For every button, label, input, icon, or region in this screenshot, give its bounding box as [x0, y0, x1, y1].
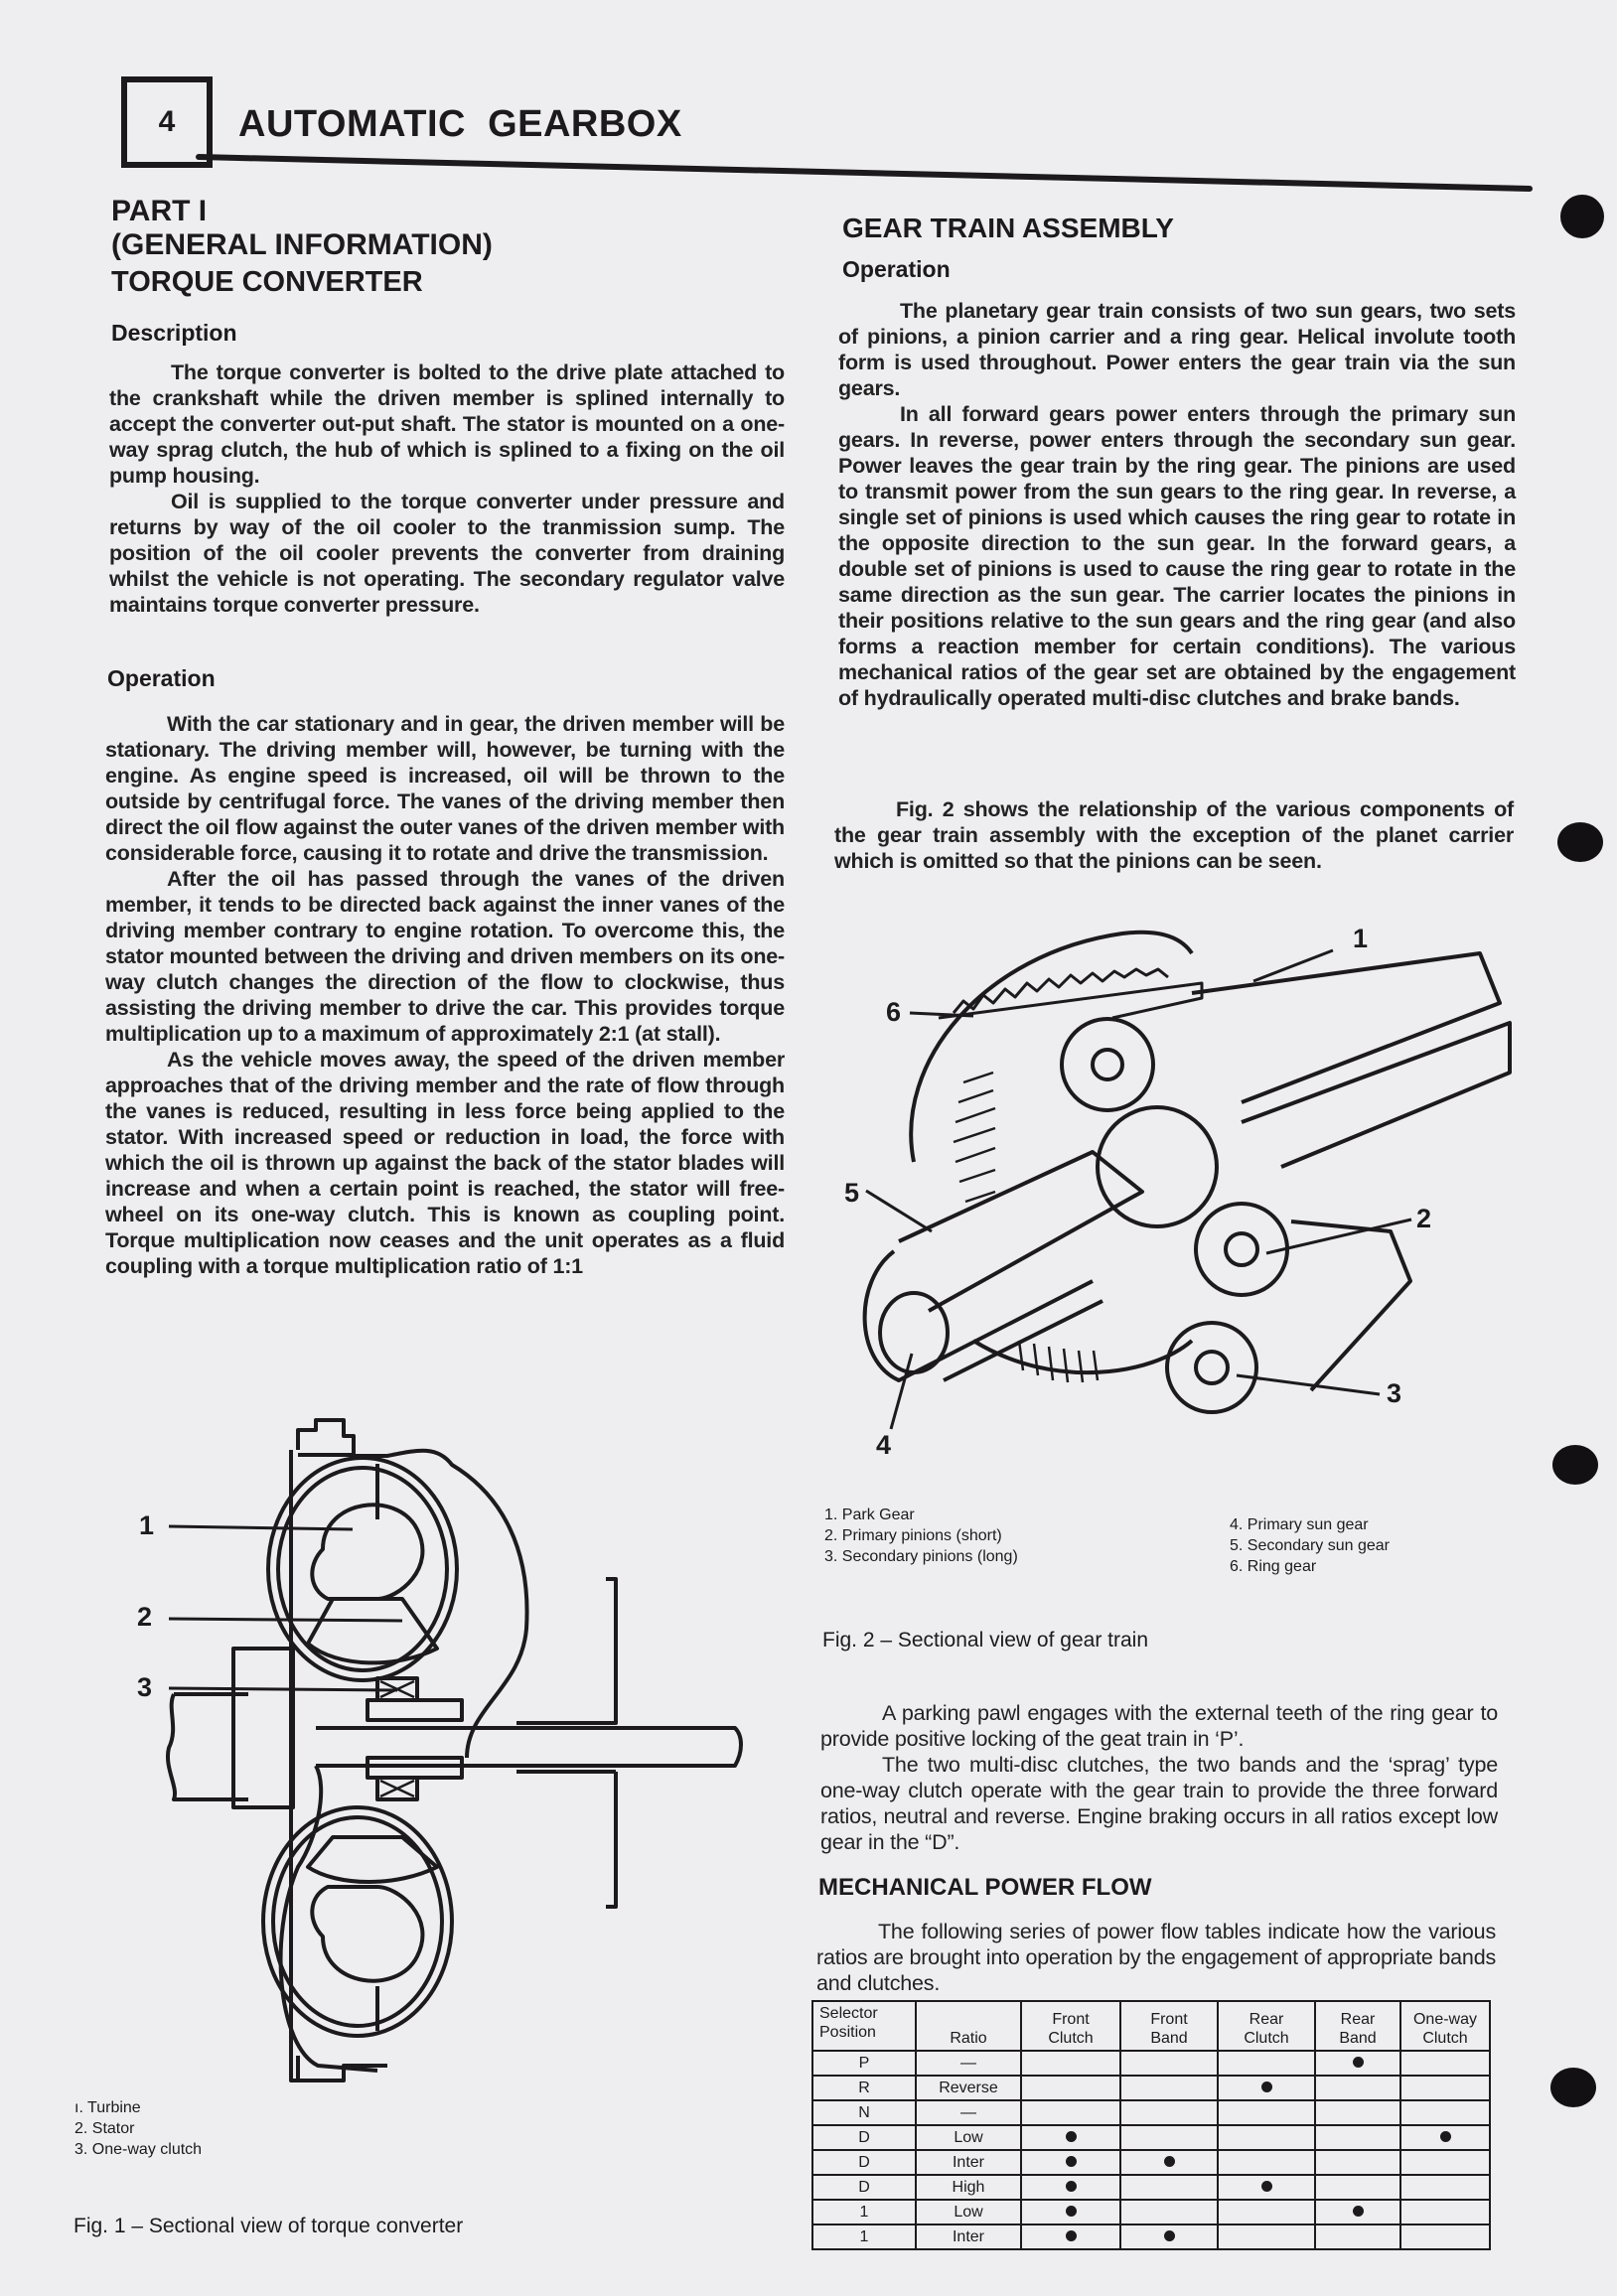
engaged-dot-icon	[1066, 2181, 1077, 2192]
table-row	[812, 2200, 1490, 2224]
engagement-cell	[1021, 2224, 1120, 2249]
engagement-cell	[1315, 2051, 1400, 2076]
ratio-cell: Inter	[916, 2224, 1021, 2249]
engagement-cell	[1315, 2125, 1400, 2150]
engagement-cell	[1315, 2100, 1400, 2125]
paragraph: The following series of power flow tables indicate how the various ratios are brought into operation by the engagement of appropriate bands and clutches.	[816, 1920, 1496, 1995]
engaged-dot-icon	[1353, 2206, 1364, 2217]
ratio-cell: Inter	[916, 2150, 1021, 2175]
engagement-cell	[1218, 2175, 1315, 2200]
fig1-callout-3: 3	[137, 1672, 153, 1702]
ratio-cell: High	[916, 2175, 1021, 2200]
engagement-cell	[1400, 2200, 1490, 2224]
engagement-cell	[1021, 2200, 1120, 2224]
fig2-legend-right	[1230, 1514, 1390, 1577]
table-row	[812, 2125, 1490, 2150]
table-header-cell: Ratio	[916, 2001, 1021, 2051]
power-flow-title: MECHANICAL POWER FLOW	[818, 1874, 1152, 1901]
engagement-cell	[1400, 2076, 1490, 2100]
ratio-cell: Low	[916, 2125, 1021, 2150]
paragraph: The planetary gear train consists of two sun gears, two sets of pinions, a pinion carrier and a ring gear. Helical involute tooth form is used throughout. Power enters the gear train via the sun gears.	[838, 299, 1516, 400]
engagement-cell	[1315, 2175, 1400, 2200]
engagement-cell	[1021, 2175, 1120, 2200]
engagement-cell	[1400, 2100, 1490, 2125]
engagement-cell	[1021, 2076, 1120, 2100]
table-row	[812, 2076, 1490, 2100]
engagement-cell	[1400, 2051, 1490, 2076]
fig2-callout-5: 5	[844, 1178, 860, 1208]
engagement-cell	[1120, 2125, 1218, 2150]
engagement-cell	[1315, 2150, 1400, 2175]
engagement-cell	[1315, 2224, 1400, 2249]
power-flow-intro	[816, 1919, 1496, 1996]
engaged-dot-icon	[1440, 2131, 1451, 2142]
selector-position-cell: D	[812, 2125, 916, 2150]
power-flow-table	[811, 2000, 1491, 2250]
fig2-callout-3: 3	[1387, 1378, 1402, 1408]
parking-text	[820, 1700, 1498, 1855]
selector-position-cell: D	[812, 2150, 916, 2175]
ratio-cell: —	[916, 2100, 1021, 2125]
fig1-callout-1: 1	[139, 1510, 155, 1540]
chapter-title: AUTOMATIC GEARBOX	[238, 103, 682, 145]
paragraph: Fig. 2 shows the relationship of the various components of the gear train assembly with the exception of the planet carrier which is omitted so that the pinions can be seen.	[834, 797, 1514, 873]
fig2-callout-4: 4	[876, 1430, 892, 1460]
operation-heading-right: Operation	[842, 256, 951, 282]
table-header-cell: Front Band	[1120, 2001, 1218, 2051]
fig2-legend-left	[824, 1505, 1018, 1567]
engagement-cell	[1120, 2076, 1218, 2100]
fig1-caption: Fig. 1 – Sectional view of torque converter	[74, 2215, 464, 2237]
table-header-cell: Selector Position	[812, 2001, 916, 2051]
legend-item: 6. Ring gear	[1230, 1558, 1317, 1575]
engagement-cell	[1400, 2125, 1490, 2150]
selector-position-cell: R	[812, 2076, 916, 2100]
paragraph: The torque converter is bolted to the drive plate attached to the crankshaft while the driven member is splined internally to accept the converter out-put shaft. The stator is mounted on a one-way sprag clutch, the hub of which is splined to a fixing on the oil pump housing.	[109, 360, 785, 488]
fig2-callout-1: 1	[1353, 924, 1369, 953]
section-title-gear-train: GEAR TRAIN ASSEMBLY	[842, 213, 1174, 243]
engagement-cell	[1120, 2200, 1218, 2224]
engaged-dot-icon	[1261, 2081, 1272, 2092]
table-row	[812, 2150, 1490, 2175]
table-header-cell: One-way Clutch	[1400, 2001, 1490, 2051]
chapter-number: 4	[158, 105, 176, 138]
part-subtitle: (GENERAL INFORMATION)	[111, 228, 493, 261]
paragraph: After the oil has passed through the vanes of the driven member, it tends to be directed back against the inner vanes of the driving member contrary to engine rotation. To overcome this, the stator mounted between the driving and driven members on its one-way clutch changes the direction of the flow to clockwise, thus assisting the driving member to drive the car. This provides torque multiplication up to a maximum of approximately 2:1 (at stall).	[105, 867, 785, 1046]
engagement-cell	[1021, 2125, 1120, 2150]
paragraph: Oil is supplied to the torque converter under pressure and returns by way of the oil cooler to the tranmission sump. The position of the oil cooler prevents the converter from draining whilst the vehicle is not operating. The secondary regulator valve maintains torque converter pressure.	[109, 490, 785, 617]
fig2-callout-6: 6	[886, 997, 902, 1027]
engagement-cell	[1218, 2224, 1315, 2249]
legend-item: ı. Turbine	[74, 2099, 141, 2116]
ratio-cell: Low	[916, 2200, 1021, 2224]
engagement-cell	[1218, 2200, 1315, 2224]
ratio-cell: —	[916, 2051, 1021, 2076]
table-row	[812, 2051, 1490, 2076]
engagement-cell	[1218, 2150, 1315, 2175]
table-header-row	[812, 2001, 1490, 2051]
section-title-torque-converter: TORQUE CONVERTER	[111, 266, 423, 298]
engaged-dot-icon	[1066, 2156, 1077, 2167]
fig1-callout-2: 2	[137, 1602, 153, 1632]
part-title: PART I	[111, 195, 208, 227]
engagement-cell	[1120, 2100, 1218, 2125]
fig2-caption: Fig. 2 – Sectional view of gear train	[822, 1629, 1149, 1651]
engagement-cell	[1120, 2150, 1218, 2175]
paragraph: The two multi-disc clutches, the two bands and the ‘sprag’ type one-way clutch operate with the gear train to provide the three forward ratios, neutral and reverse. Engine braking occurs in all ratios except low gear in the “D”.	[820, 1753, 1498, 1854]
legend-item: 4. Primary sun gear	[1230, 1516, 1369, 1533]
engagement-cell	[1021, 2150, 1120, 2175]
selector-position-cell: N	[812, 2100, 916, 2125]
fig2-callout-2: 2	[1416, 1204, 1432, 1233]
engagement-cell	[1218, 2051, 1315, 2076]
selector-position-cell: P	[812, 2051, 916, 2076]
legend-item: 1. Park Gear	[824, 1507, 915, 1523]
engaged-dot-icon	[1066, 2131, 1077, 2142]
engagement-cell	[1021, 2051, 1120, 2076]
selector-position-cell: D	[812, 2175, 916, 2200]
engagement-cell	[1315, 2200, 1400, 2224]
table-row	[812, 2175, 1490, 2200]
paragraph: A parking pawl engages with the external teeth of the ring gear to provide positive locking of the geat train in ‘P’.	[820, 1701, 1498, 1751]
engaged-dot-icon	[1164, 2156, 1175, 2167]
table-header-cell: Rear Band	[1315, 2001, 1400, 2051]
selector-position-cell: 1	[812, 2200, 916, 2224]
engagement-cell	[1218, 2125, 1315, 2150]
engagement-cell	[1400, 2150, 1490, 2175]
power-flow-table-wrap	[811, 2000, 1491, 2250]
engaged-dot-icon	[1261, 2181, 1272, 2192]
selector-position-cell: 1	[812, 2224, 916, 2249]
engagement-cell	[1400, 2175, 1490, 2200]
engaged-dot-icon	[1066, 2206, 1077, 2217]
engagement-cell	[1120, 2175, 1218, 2200]
engagement-cell	[1120, 2224, 1218, 2249]
table-header-cell: Rear Clutch	[1218, 2001, 1315, 2051]
table-header-cell: Front Clutch	[1021, 2001, 1120, 2051]
engagement-cell	[1120, 2051, 1218, 2076]
engagement-cell	[1218, 2100, 1315, 2125]
legend-item: 3. Secondary pinions (long)	[824, 1548, 1018, 1565]
legend-item: 5. Secondary sun gear	[1230, 1537, 1390, 1554]
engaged-dot-icon	[1164, 2230, 1175, 2241]
paragraph: In all forward gears power enters through the primary sun gears. In reverse, power enters through the secondary sun gear. Power leaves the gear train by the ring gear. The pinions are used to transmit power from the sun gears to the ring gear. In reverse, a single set of pinions is used which causes the ring gear to rotate in the opposite direction to the sun gear. In the forward gears, a double set of pinions is used to cause the ring gear to rotate in the same direction as the sun gear. The carrier locates the pinions in their positions relative to the sun gears and the ring gear (and also forms a reaction member for certain conditions). The various mechanical ratios of the gear set are obtained by the engagement of hydraulically operated multi-disc clutches and brake bands.	[838, 402, 1516, 710]
legend-item: 3. One-way clutch	[74, 2141, 203, 2158]
engaged-dot-icon	[1353, 2057, 1364, 2068]
engagement-cell	[1315, 2076, 1400, 2100]
ratio-cell: Reverse	[916, 2076, 1021, 2100]
description-heading: Description	[111, 320, 237, 346]
operation-heading-left: Operation	[107, 665, 216, 691]
engagement-cell	[1400, 2224, 1490, 2249]
engaged-dot-icon	[1066, 2230, 1077, 2241]
engagement-cell	[1218, 2076, 1315, 2100]
engagement-cell	[1021, 2100, 1120, 2125]
legend-item: 2. Primary pinions (short)	[824, 1527, 1002, 1544]
paragraph: As the vehicle moves away, the speed of the driven member approaches that of the driving member and the rate of flow through the vanes is reduced, resulting in less force being applied to the stator. With increased speed or reduction in load, the force with which the oil is thrown up against the back of the stator blades will increase and when a certain point is reached, the stator will free-wheel on its one-way clutch. This is known as coupling point. Torque multiplication now ceases and the unit operates as a fluid coupling with a torque multiplication ratio of 1:1	[105, 1048, 785, 1278]
table-row	[812, 2100, 1490, 2125]
legend-item: 2. Stator	[74, 2120, 135, 2137]
table-row	[812, 2224, 1490, 2249]
paragraph: With the car stationary and in gear, the driven member will be stationary. The driving member will, however, be turning with the engine. As engine speed is increased, oil will be thrown to the outside by centrifugal force. The vanes of the driving member then direct the oil flow against the outer vanes of the driven member with considerable force, causing it to rotate and drive the transmission.	[105, 712, 785, 865]
